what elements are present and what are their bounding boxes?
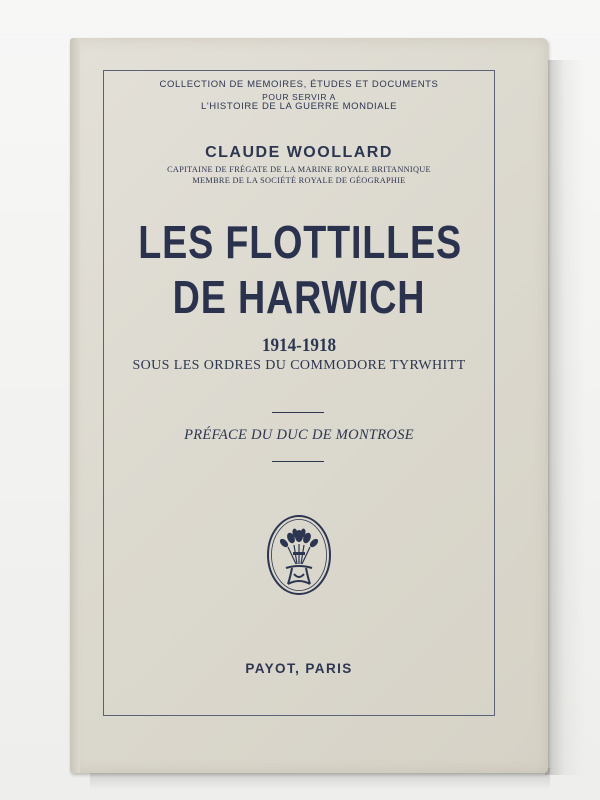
book-subtitle: SOUS LES ORDRES DU COMMODORE TYRWHITT	[132, 358, 466, 373]
book-years: 1914-1918	[261, 335, 337, 356]
preface-credit: PRÉFACE DU DUC DE MONTROSE	[184, 427, 414, 443]
publisher-imprint: PAYOT, PARIS	[245, 661, 353, 676]
divider-rule-bottom	[272, 461, 324, 462]
series-title-line-3: L'HISTOIRE DE LA GUERRE MONDIALE	[200, 101, 398, 112]
wheat-sheaf-monogram-icon	[266, 514, 332, 596]
book-shadow	[545, 60, 585, 775]
book-title-line-2: DE HARWICH	[172, 271, 426, 323]
series-title-line-2: POUR SERVIR A	[262, 92, 336, 102]
author-name: CLAUDE WOOLLARD	[205, 144, 393, 161]
author-credential-line-1: CAPITAINE DE FRÉGATE DE LA MARINE ROYALE BRITANNIQUE	[167, 165, 431, 174]
book-spine-edge	[70, 38, 80, 773]
divider-rule-top	[272, 412, 324, 413]
book-title-line-1: LES FLOTTILLES	[138, 216, 462, 268]
series-title-line-1: COLLECTION DE MEMOIRES, ÉTUDES ET DOCUMENTS	[159, 79, 439, 90]
author-credential-line-2: MEMBRE DE LA SOCIÉTÉ ROYALE DE GÉOGRAPHIE	[192, 176, 406, 185]
